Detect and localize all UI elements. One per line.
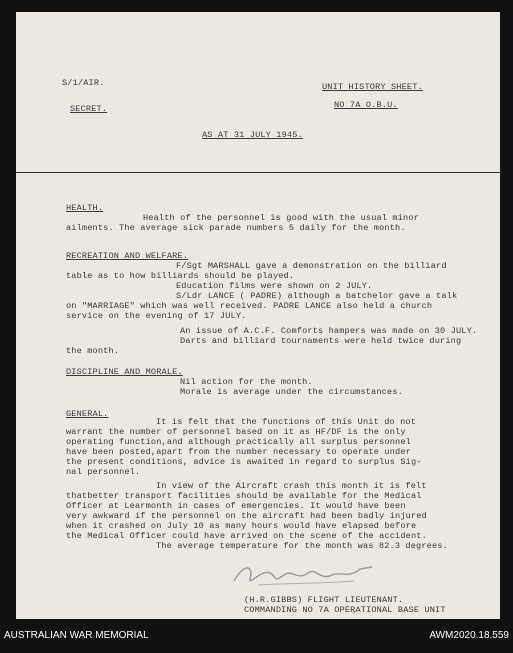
discipline-line: Morale is average under the circumstances.	[180, 387, 403, 397]
recreation-line: An issue of A.C.F. Comforts hampers was made on 30 JULY.	[180, 326, 478, 336]
health-heading: HEALTH.	[66, 203, 104, 213]
general-line: the Medical Officer could have arrived on the scene of the accident.	[66, 531, 427, 541]
general-line: In view of the Aircraft crash this month it is felt	[156, 481, 427, 491]
institution-label: AUSTRALIAN WAR MEMORIAL	[4, 630, 149, 641]
general-line: Officer at Learmonth in cases of emergencies. It would have been	[66, 501, 406, 511]
recreation-line: Education films were shown on 2 JULY.	[176, 281, 373, 291]
health-line: ailments. The average sick parade numbers 5 daily for the month.	[66, 223, 406, 233]
document-page	[16, 12, 500, 619]
recreation-line: service on the evening of 17 JULY.	[66, 311, 247, 321]
recreation-line: S/Ldr LANCE ( PADRE) although a batchelor gave a talk	[176, 291, 458, 301]
general-line: very awkward if the personnel on the aircraft had been badly injured	[66, 511, 427, 521]
general-line: nal personnel.	[66, 467, 141, 477]
accession-number: AWM2020.18.559	[429, 630, 509, 641]
general-heading: GENERAL.	[66, 409, 109, 419]
health-line: Health of the personnel is good with the usual minor	[143, 213, 419, 223]
recreation-line: on "MARRIAGE" which was well received. PADRE LANCE also held a church	[66, 301, 433, 311]
handwritten-signature	[228, 559, 378, 589]
recreation-line: Darts and billiard tournaments were held twice during	[180, 336, 462, 346]
recreation-line: the month.	[66, 346, 120, 356]
general-line: the present conditions, advice is awaited in regard to surplus Sig-	[66, 457, 422, 467]
general-line: when it crashed on July 10 as many hours would have elapsed before	[66, 521, 417, 531]
general-line: have been posted,apart from the number necessary to operate under	[66, 447, 411, 457]
unit-number: NO 7A O.B.U.	[334, 100, 398, 110]
recreation-heading: RECREATION AND WELFARE.	[66, 251, 189, 261]
archive-footer	[0, 620, 513, 653]
general-line: The average temperature for the month was 82.3 degrees.	[156, 541, 448, 551]
horizontal-rule	[16, 172, 500, 173]
signatory-name: (H.R.GIBBS) FLIGHT LIEUTENANT.	[244, 595, 404, 605]
report-date: AS AT 31 JULY 1945.	[202, 130, 303, 140]
security-classification: SECRET.	[70, 104, 108, 114]
reference-number: S/1/AIR.	[62, 78, 105, 88]
general-line: operating function,and although practically all surplus personnel	[66, 437, 411, 447]
recreation-line: F/Sgt MARSHALL gave a demonstration on the billiard	[176, 261, 447, 271]
recreation-line: table as to how billiards should be played.	[66, 271, 295, 281]
discipline-line: Nil action for the month.	[180, 377, 313, 387]
unit-history-title: UNIT HISTORY SHEET.	[322, 82, 423, 92]
signatory-title: COMMANDING NO 7A OPERATIONAL BASE UNIT	[244, 605, 446, 615]
general-line: It is felt that the functions of this Unit do not	[156, 417, 417, 427]
discipline-heading: DISCIPLINE AND MORALE.	[66, 367, 183, 377]
general-line: warrant the number of personnel based on it as HF/DF is the only	[66, 427, 406, 437]
general-line: thatbetter transport facilities should be available for the Medical	[66, 491, 422, 501]
